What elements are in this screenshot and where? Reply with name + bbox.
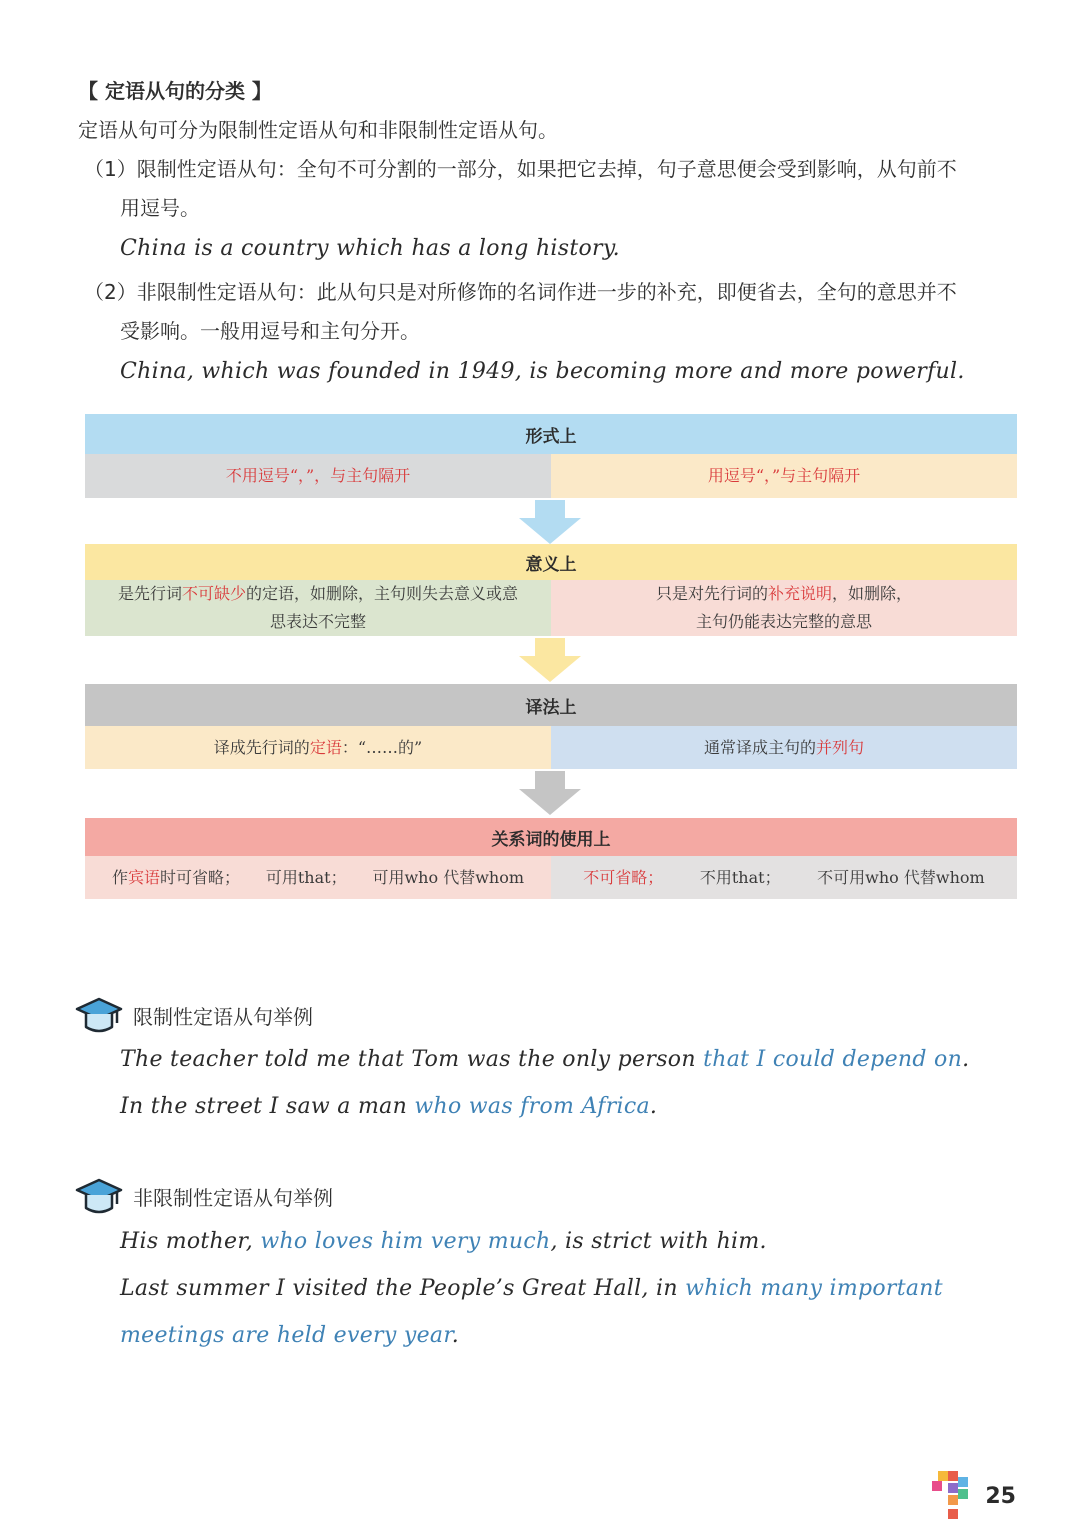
- meaning-right-c: ，如删除，: [832, 584, 913, 603]
- meaning-band: [85, 544, 1017, 580]
- translation-left-cell: [85, 726, 551, 769]
- restrictive-ex1-clause: that I could depend on: [703, 1047, 963, 1072]
- relative-title: 关系词的使用上: [491, 829, 611, 850]
- form-left-cell: [85, 454, 551, 498]
- translation-band: [85, 684, 1017, 726]
- relative-left-that: 可用that；: [265, 867, 347, 887]
- restrictive-examples-title: 限制性定语从句举例: [133, 1005, 313, 1029]
- relative-band: [85, 818, 1017, 856]
- publisher-logo-icon: [932, 1469, 972, 1521]
- form-right-cell: [551, 454, 1017, 498]
- relative-right-omit: 不可省略；: [583, 867, 664, 887]
- translation-right-highlight: 并列句: [816, 737, 865, 757]
- meaning-left-a: 是先行词: [117, 584, 182, 603]
- intro-text: 定语从句可分为限制性定语从句和非限制性定语从句。: [78, 118, 558, 142]
- meaning-left-c: 的定语，如删除，主句则失去意义或意: [246, 584, 519, 603]
- graduation-cap-icon: [75, 997, 123, 1037]
- form-band: [85, 414, 1017, 454]
- meaning-right-a: 只是对先行词的: [655, 584, 768, 603]
- nonrestrictive-ex2-main: Last summer I visited the People’s Great Hall, in: [120, 1276, 686, 1301]
- nonrestrictive-ex2-clause-b: meetings are held every year: [120, 1323, 452, 1348]
- section-heading: 【 定语从句的分类 】: [78, 79, 272, 103]
- relative-left-cell: [85, 856, 551, 899]
- nonrestrictive-ex2-clause-a: which many important: [685, 1276, 943, 1301]
- nonrestrictive-examples-title: 非限制性定语从句举例: [133, 1186, 333, 1210]
- restrictive-example-1: [120, 1045, 969, 1075]
- item-1-line-2: 用逗号。: [120, 196, 200, 220]
- relative-left-highlight: 宾语: [127, 867, 160, 887]
- meaning-left-highlight: 不可缺少: [181, 584, 246, 603]
- meaning-left-line-2: 思表达不完整: [269, 612, 366, 631]
- relative-right-that: 不用that；: [699, 867, 781, 887]
- nonrestrictive-ex1-end: , is strict with him.: [550, 1229, 767, 1254]
- relative-right-cell: [551, 856, 1017, 899]
- item-1-line-1: （1）限制性定语从句：全句不可分割的一部分，如果把它去掉，句子意思便会受到影响，从句前不: [84, 157, 957, 181]
- item-2-line-1: （2）非限制性定语从句：此从句只是对所修饰的名词作进一步的补充，即便省去，全句的意思并不: [84, 280, 957, 304]
- nonrestrictive-example-1: [120, 1227, 767, 1257]
- relative-left-a: 作: [111, 867, 128, 887]
- nonrestrictive-example-2-line-1: [120, 1274, 943, 1304]
- translation-right-a: 通常译成主句的: [703, 737, 816, 757]
- translation-right-cell: [551, 726, 1017, 769]
- relative-left-omit: [112, 864, 240, 892]
- meaning-right-cell: [551, 580, 1017, 636]
- translation-left-c: ：“……的”: [341, 737, 423, 757]
- item-2-example: China, which was founded in 1949, is becoming more and more powerful.: [120, 359, 965, 384]
- meaning-right-line-2: 主句仍能表达完整的意思: [695, 612, 872, 631]
- nonrestrictive-ex2-end: .: [451, 1323, 460, 1348]
- relative-right-who: 不可用who 代替whom: [817, 867, 985, 887]
- item-1-example: China is a country which has a long history.: [120, 236, 620, 261]
- item-2-line-2: 受影响。一般用逗号和主句分开。: [120, 319, 420, 343]
- form-right-text: 用逗号“，”与主句隔开: [707, 466, 861, 485]
- form-title: 形式上: [525, 426, 577, 447]
- restrictive-ex2-clause: who was from Africa: [414, 1094, 650, 1119]
- down-arrow-yellow-icon: [519, 638, 581, 682]
- meaning-right-highlight: 补充说明: [767, 584, 832, 603]
- relative-left-who: 可用who 代替whom: [372, 867, 525, 887]
- graduation-cap-icon: [75, 1178, 123, 1218]
- relative-left-c: 时可省略；: [159, 867, 240, 887]
- meaning-left-line-1: [118, 580, 518, 608]
- translation-left-a: 译成先行词的: [213, 737, 310, 757]
- translation-left-highlight: 定语: [309, 737, 342, 757]
- restrictive-ex1-end: .: [962, 1047, 970, 1072]
- form-left-text: 不用逗号“，”，与主句隔开: [225, 466, 411, 485]
- restrictive-ex1-main: The teacher told me that Tom was the only person: [120, 1047, 704, 1072]
- nonrestrictive-ex1-clause: who loves him very much: [260, 1229, 551, 1254]
- nonrestrictive-ex1-main: His mother,: [120, 1229, 261, 1254]
- translation-title: 译法上: [525, 697, 577, 718]
- restrictive-ex2-main: In the street I saw a man: [120, 1094, 415, 1119]
- down-arrow-blue-icon: [519, 500, 581, 544]
- down-arrow-gray-icon: [519, 771, 581, 815]
- meaning-left-cell: [85, 580, 551, 636]
- restrictive-example-2: [120, 1092, 657, 1122]
- restrictive-ex2-end: .: [649, 1094, 658, 1119]
- page-number: 25: [985, 1484, 1016, 1509]
- meaning-right-line-1: [656, 580, 912, 608]
- nonrestrictive-example-2-line-2: [120, 1321, 459, 1351]
- meaning-title: 意义上: [525, 554, 577, 575]
